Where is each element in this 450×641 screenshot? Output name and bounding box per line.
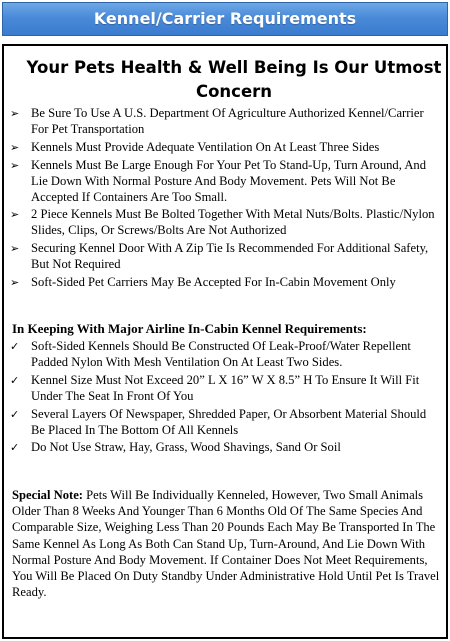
list-item-text: Soft-Sided Pet Carriers May Be Accepted For In-Cabin Movement Only xyxy=(31,275,396,290)
list-item-text: Do Not Use Straw, Hay, Grass, Wood Shavings, Sand Or Soil xyxy=(31,440,341,455)
arrow-bullet-icon: ➢ xyxy=(10,158,20,172)
special-note-label: Special Note: xyxy=(12,488,83,502)
list-item-text: Be Sure To Use A U.S. Department Of Agriculture Authorized Kennel/Carrier For Pet Transportation xyxy=(31,106,424,136)
arrow-bullet-icon: ➢ xyxy=(10,140,20,154)
list-item xyxy=(10,106,440,138)
list-item-text: Several Layers Of Newspaper, Shredded Paper, Or Absorbent Material Should Be Placed In The Bottom Of All Kennels xyxy=(31,406,427,437)
list-item xyxy=(10,140,440,156)
list-item-text: Kennel Size Must Not Exceed 20” L X 16” W X 8.5” H To Ensure It Will Fit Under The Seat In Front Of You xyxy=(31,372,420,403)
list-item xyxy=(10,275,440,291)
list-item-text: 2 Piece Kennels Must Be Bolted Together With Metal Nuts/Bolts. Plastic/Nylon Slides, Clips, Or Screws/Bolts Are Not Authorized xyxy=(31,207,435,238)
airline-section-title: In Keeping With Major Airline In-Cabin Kennel Requirements: xyxy=(12,321,367,336)
arrow-bullet-icon: ➢ xyxy=(10,242,20,256)
checkmark-icon: ✓ xyxy=(10,441,20,455)
arrow-bullet-icon: ➢ xyxy=(10,208,20,222)
airline-requirements-list xyxy=(10,339,440,458)
special-note-text: Pets Will Be Individually Kenneled, However, Two Small Animals Older Than 8 Weeks And Younger Than 6 Months Old Of The Same Species And Comparable Size, Weighing Less Than 20 Pounds Each May Be Transported In The Same Kennel As Long As Both Can Stand Up, Turn-Around, And Lie Down With Normal Posture And Body Movement. If Container Does Not Meet Requirements, You Will Be Placed On Duty Standby Under Administrative Hold Until Pet Is Travel Ready. xyxy=(12,488,440,600)
checkmark-icon: ✓ xyxy=(10,407,20,421)
list-item xyxy=(10,440,440,456)
checkmark-icon: ✓ xyxy=(10,340,20,353)
list-item-text: Securing Kennel Door With A Zip Tie Is Recommended For Additional Safety, But Not Required xyxy=(31,241,429,272)
list-item-text: Soft-Sided Kennels Should Be Constructed Of Leak-Proof/Water Repellent Padded Nylon With Mesh Ventilation On At Least Two Sides. xyxy=(31,339,411,369)
list-item-text: Kennels Must Provide Adequate Ventilation On At Least Three Sides xyxy=(31,139,380,154)
list-item xyxy=(10,207,440,239)
header-banner xyxy=(2,2,448,36)
checkmark-icon: ✓ xyxy=(10,373,20,387)
header-title: Kennel/Carrier Requirements xyxy=(93,9,357,28)
list-item xyxy=(10,241,440,273)
headline: Your Pets Health & Well Being Is Our Utmost Concern xyxy=(26,58,442,101)
content-box xyxy=(2,44,448,639)
list-item-text: Kennels Must Be Large Enough For Your Pet To Stand-Up, Turn Around, And Lie Down With Normal Posture And Body Movement. Pets Will Not Be Accepted If Containers Are Too Small. xyxy=(31,157,427,204)
arrow-bullet-icon: ➢ xyxy=(10,107,20,120)
requirements-list xyxy=(10,106,440,293)
list-item xyxy=(10,339,440,371)
arrow-bullet-icon: ➢ xyxy=(10,276,20,290)
special-note xyxy=(12,487,440,600)
list-item xyxy=(10,158,440,206)
list-item xyxy=(10,407,440,439)
list-item xyxy=(10,373,440,405)
